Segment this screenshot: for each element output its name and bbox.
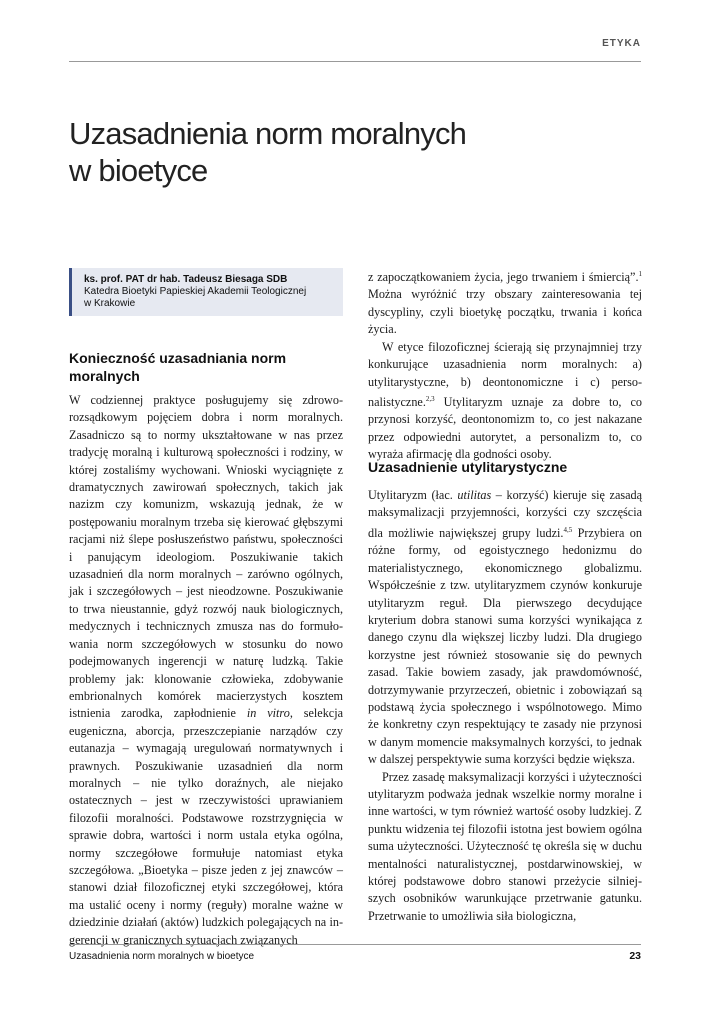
body-text-segment: , selekcja eugeniczna, aborcja, przeszczepianie narządów czy eutanazja – wymagają uregulowań normatywnych i prawnych. Poszukiwanie uzasadnień dla norm moralnych – nie tylko doraźnych, ale niejako ostatecznych – jest w rzeczywistości uprawianiem filozofii moralności. Podstawowe rozstrzygnięcia w sprawie dobra, wartości i norm ustala etyka ogólna, normy szczegółowe formułuje natomiast etyka szczegółowa. „Bioetyka – pisze jeden z jej znawców – stanowi dział filozoficznej etyki szczegółowej, która ma ustalić oceny i normy (reguły) moralne ważne w dziedzinie działań (aktów) ludzkich polegających na ingerencji w granicznych sytuacjach związanych (69, 706, 343, 947)
body-text-segment: W codziennej praktyce posługujemy się zdroworozsądkowym pojęciem dobra i norm moralnych. Zasadniczo są to normy ukształtowane w nas przez tradycję moralną i kulturową społeczności i rodziny, w której zostaliśmy wychowani. Wnioski wyciągnięte z dramatycznych zawirowań społecznych, takich jak nazizm czy komunizm, wskazują jednak, że w postępowaniu moralnym trzeba się kierować głębszymi racjami niż ślepe posłuszeństwo państwu, społeczności i panującym ideologiom. Poszukiwanie takich uzasadnień dla norm moralnych – zarówno ogólnych, jak i szczegółowych – jest nieodzowne. Poszukiwanie to trwa nieustannie, gdyż rozwój nauk biologicznych, medycznych i technicznych zmusza nas do formułowania norm szczegółowych w stosunku do nowo podejmowanych ingerencji w naturę ludzką. Takie problemy jak: klonowanie człowieka, zdobywanie embrionalnych komórek macierzystych kosztem istnienia zarodka, zapłodnienie (69, 393, 343, 721)
right-column-text-top (368, 266, 642, 464)
body-text-italic: in vitro (246, 706, 290, 721)
left-column-text (69, 392, 343, 949)
header-divider (69, 61, 641, 62)
footer-article-title: Uzasadnienia norm moralnych w bioetyce (69, 951, 255, 962)
body-text-segment: Utylitaryzm (łac. (368, 488, 458, 502)
footer-divider (69, 944, 641, 945)
body-text-segment: Utylitaryzm uznaje za dobre to, co przynosi korzyść, deontonomizm to, co jest nakazane przez odpowiedni autorytet, a personalizm to, co wyraża afirmację dla godności osoby. (368, 394, 642, 462)
article-title-line-2: w bioetyce (69, 153, 208, 188)
section-heading-necessity-line-1: Konieczność uzasadniania norm (69, 350, 287, 366)
article-title (69, 115, 629, 189)
body-text-segment: Przybiera on różne formy, od egoistycznego hedonizmu do materialistycznego, ekonomicznego globalizmu. Współcześnie z tzw. utylitaryzmem czynów konkuruje utylitaryzm reguł. Dla pierwszego decydujące kryterium dobra stanowi suma korzyści wynikająca z danego czynu dla większej liczby ludzi. Dla drugiego korzystne jest również stosowanie się do pewnych zasad. Takie bowiem zasady, jak prawdomówność, dotrzymywanie przyrzeczeń, obietnic i zobowiązań są podstawą życia społecznego i wspólnotowego. Mimo że konkretny czyn respektujący te zasady nie przynosi w danym momencie maksymalnych korzyści, to jednak w dalszej perspektywie suma korzyści będzie większa. (368, 525, 642, 767)
body-text-segment: W etyce filozoficznej ścierają się przynajmniej trzy konkurujące uzasadnienia norm moralnych: a) utylitarystyczne, b) deontonomiczne i c) personalistyczne. (368, 339, 642, 409)
body-paragraph (368, 339, 642, 464)
footnote-reference: 1 (638, 270, 642, 278)
author-affiliation-line-2: w Krakowie (84, 298, 136, 309)
section-heading-necessity (69, 349, 343, 385)
right-column-text-bottom (368, 487, 642, 925)
footnote-reference: 2,3 (425, 394, 435, 403)
author-name: ks. prof. PAT dr hab. Tadeusz Biesaga SDB (84, 274, 288, 285)
body-paragraph (69, 392, 343, 949)
body-paragraph (368, 487, 642, 769)
author-affiliation-line-1: Katedra Bioetyki Papieskiej Akademii Teologicznej (84, 286, 307, 297)
section-heading-necessity-line-2: moralnych (69, 368, 140, 384)
author-info-box (69, 268, 343, 316)
running-head-section: ETYKA (602, 38, 641, 49)
body-text-segment: Można wyróżnić trzy obszary zainteresowania tej dyscypliny, czyli bioetykę początku, trwania i końca życia. (368, 287, 642, 337)
page-number: 23 (629, 950, 641, 962)
body-paragraph: Przez zasadę maksymalizacji korzyści i użyteczności utylitaryzm podważa jednak wszelkie normy moralne i inne wartości, w tym również wartość osoby ludzkiej. Z punktu widzenia tej filozofii istotna jest bowiem ogólna suma użyteczności. Użyteczność tę określa się w duchu mentalności naturalistycznej, postdarwinowskiej, w której podstawowe dobro stanowi przeżycie silniejszych osobników warunkujące przetrwanie gatunku. Przetrwanie to umożliwia siła biologiczna, (368, 769, 642, 923)
body-text-segment: z zapoczątkowaniem życia, jego trwaniem i śmiercią”. (368, 270, 639, 285)
article-title-line-1: Uzasadnienia norm moralnych (69, 116, 467, 151)
body-text-italic: utilitas (457, 488, 492, 502)
section-heading-utilitarian: Uzasadnienie utylitarystyczne (368, 459, 568, 475)
footnote-reference: 4,5 (563, 525, 573, 534)
body-paragraph (368, 266, 642, 339)
body-text-segment: – korzyść) kieruje się zasadą maksymalizacji przyjemności, korzyści czy szczęścia dla możliwie największej grupy ludzi. (368, 488, 643, 540)
